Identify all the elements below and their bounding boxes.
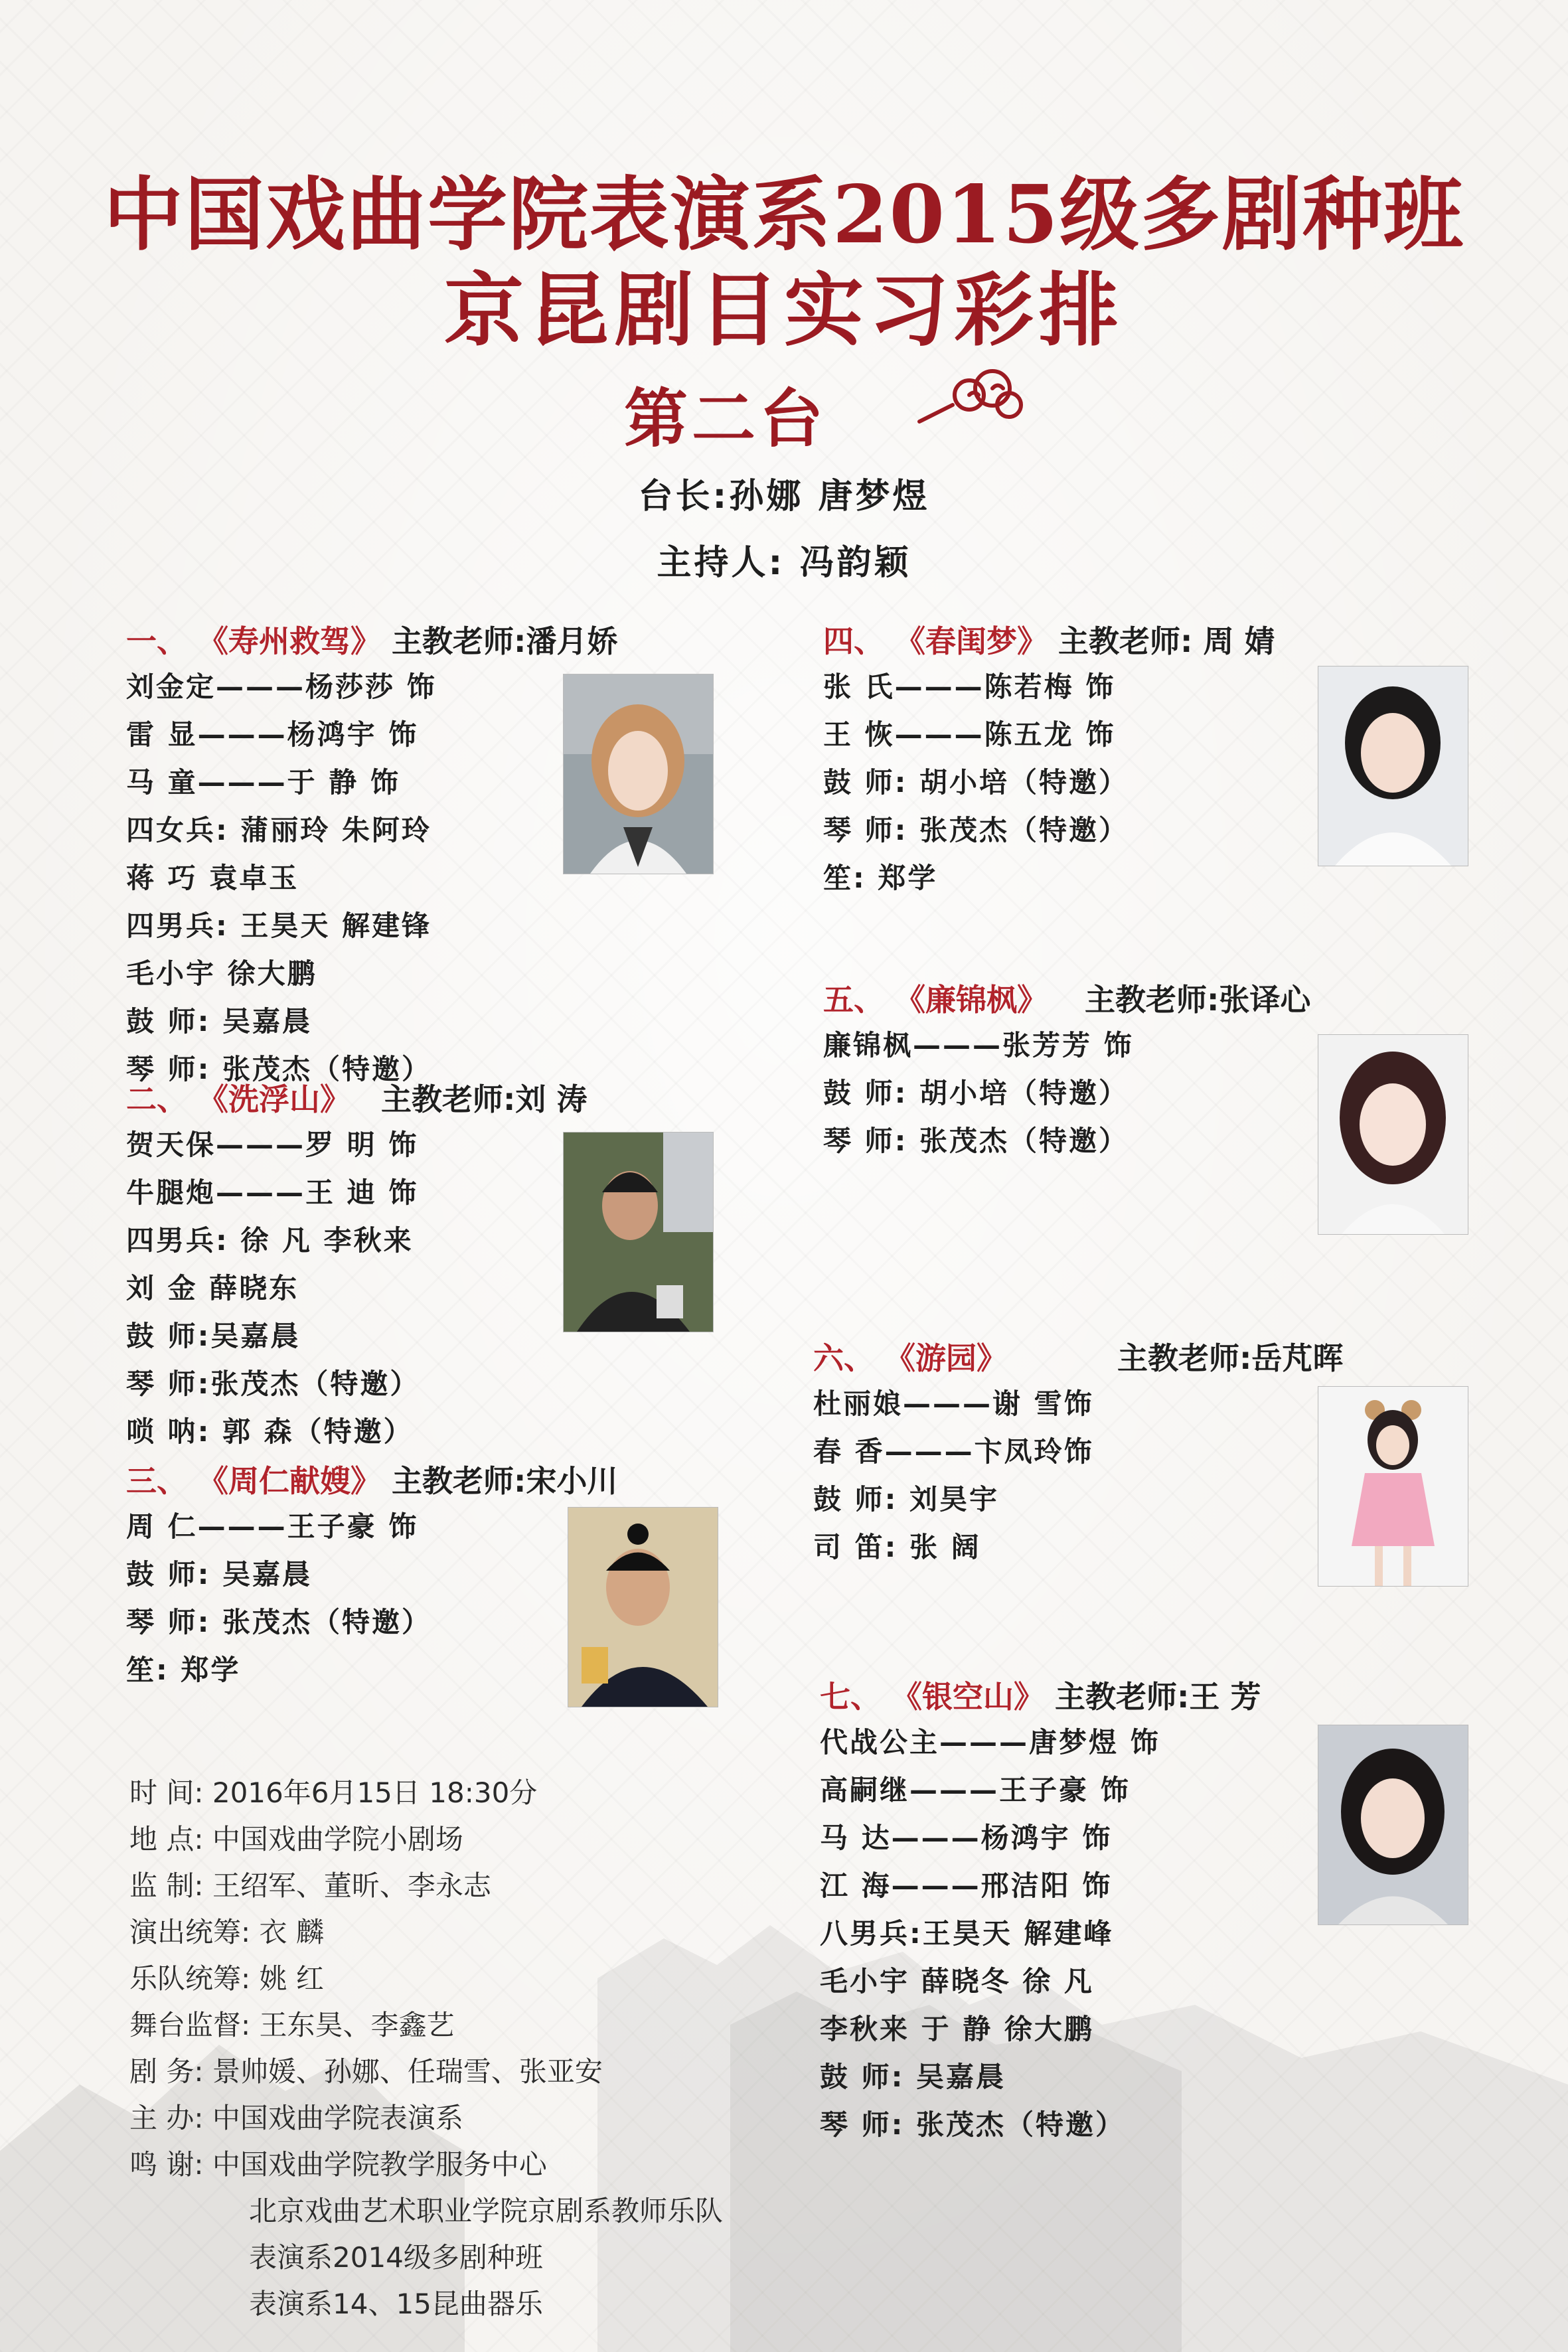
portrait-photo <box>1318 1034 1468 1235</box>
cast-line: 江 海———邢洁阳 饰 <box>820 1869 1113 1902</box>
info-line: 北京戏曲艺术职业学院京剧系教师乐队 <box>249 2195 724 2227</box>
cast-line: 鼓 师: 刘昊宇 <box>813 1483 1000 1516</box>
teacher: 主教老师:王 芳 <box>1055 1679 1261 1715</box>
section-number: 三、 <box>126 1463 187 1499</box>
cast-line: 琴 师: 张茂杰（特邀） <box>820 2108 1126 2141</box>
cast-line: 琴 师:张茂杰（特邀） <box>126 1368 420 1400</box>
cast-line: 刘金定———杨莎莎 饰 <box>126 670 437 703</box>
section-2 <box>126 1075 587 1450</box>
cast-line: 四男兵: 王昊天 解建锋 <box>126 909 432 942</box>
section-1 <box>126 617 617 1087</box>
play-title: 《春闺梦》 <box>895 623 1048 659</box>
poster-title: 中国戏曲学院表演系2015级多剧种班 <box>104 168 1464 262</box>
cast-line: 鼓 师: 吴嘉晨 <box>126 1558 313 1591</box>
cast-line: 李秋来 于 静 徐大鹏 <box>820 2013 1094 2045</box>
play-title: 《寿州救驾》 <box>198 623 382 659</box>
section-number: 一、 <box>126 623 187 659</box>
cast-line: 笙: 郑学 <box>823 862 938 894</box>
cast-line: 八男兵:王昊天 解建峰 <box>820 1917 1114 1950</box>
cast-line: 王 恢———陈五龙 饰 <box>823 718 1116 751</box>
portrait-photo <box>1318 1725 1468 1925</box>
play-title: 《游园》 <box>885 1340 1008 1376</box>
cast-line: 贺天保———罗 明 饰 <box>126 1129 419 1161</box>
section-number: 六、 <box>813 1340 874 1376</box>
cast-line: 刘 金 薛晓东 <box>126 1272 299 1304</box>
cast-line: 杜丽娘———谢 雪饰 <box>813 1387 1094 1420</box>
info-line: 表演系14、15昆曲器乐 <box>249 2288 543 2320</box>
cast-line: 鼓 师: 吴嘉晨 <box>820 2061 1006 2093</box>
info-line: 演出统筹: 衣 麟 <box>129 1916 324 1948</box>
cast-line: 四男兵: 徐 凡 李秋来 <box>126 1224 414 1257</box>
cast-line: 蒋 巧 袁卓玉 <box>126 862 299 894</box>
cast-line: 春 香———卞凤玲饰 <box>813 1435 1094 1468</box>
portrait-photo <box>568 1507 718 1707</box>
portrait-photo <box>563 674 714 874</box>
cast-line: 琴 师: 张茂杰（特邀） <box>126 1053 432 1085</box>
cast-line: 张 氏———陈若梅 饰 <box>823 670 1116 703</box>
play-title: 《洗浮山》 <box>198 1081 351 1117</box>
section-header <box>823 617 1275 661</box>
info-line: 时 间: 2016年6月15日 18:30分 <box>129 1776 538 1809</box>
cast-line: 高嗣继———王子豪 饰 <box>820 1774 1131 1806</box>
teacher: 主教老师:潘月娇 <box>392 623 618 659</box>
program-number: 第二台 <box>624 381 827 456</box>
teacher: 主教老师:岳芃晖 <box>1117 1340 1344 1376</box>
play-title: 《廉锦枫》 <box>895 982 1048 1018</box>
section-number: 二、 <box>126 1081 187 1117</box>
teacher: 主教老师:刘 涛 <box>381 1081 588 1117</box>
cast-line: 鼓 师: 吴嘉晨 <box>126 1005 313 1038</box>
section-header <box>820 1673 1261 1717</box>
cast-line: 毛小宇 徐大鹏 <box>126 957 317 990</box>
section-6 <box>813 1334 1343 1565</box>
section-header <box>126 617 617 661</box>
event-info <box>129 1771 723 2322</box>
info-line: 主 办: 中国戏曲学院表演系 <box>129 2102 463 2134</box>
cast-line: 周 仁———王子豪 饰 <box>126 1510 419 1543</box>
cast-line: 琴 师: 张茂杰（特邀） <box>823 814 1129 846</box>
section-4 <box>823 617 1275 896</box>
cast-line: 毛小宇 薛晓冬 徐 凡 <box>820 1965 1094 1998</box>
cast-line: 廉锦枫———张芳芳 饰 <box>823 1029 1134 1061</box>
info-line: 乐队统筹: 姚 红 <box>129 1962 324 1995</box>
teacher: 主教老师:张译心 <box>1085 982 1311 1018</box>
cast-line: 笙: 郑学 <box>126 1654 241 1686</box>
section-5 <box>823 976 1310 1159</box>
cast-line: 琴 师: 张茂杰（特邀） <box>126 1606 432 1638</box>
portrait-photo <box>1318 1386 1468 1587</box>
host: 主持人: 冯韵颖 <box>657 543 911 583</box>
cloud-ornament-icon <box>913 358 1026 431</box>
portrait-photo <box>1318 666 1468 866</box>
teacher: 主教老师: 周 婧 <box>1058 623 1275 659</box>
cast-line: 鼓 师: 胡小培（特邀） <box>823 1077 1129 1109</box>
info-line: 舞台监督: 王东昊、李鑫艺 <box>129 2009 455 2041</box>
play-title: 《银空山》 <box>892 1679 1045 1715</box>
section-header <box>813 1334 1343 1378</box>
cast-line: 牛腿炮———王 迪 饰 <box>126 1176 419 1209</box>
stage-managers: 台长:孙娜 唐梦煜 <box>638 477 930 516</box>
cast-line: 鼓 师: 胡小培（特邀） <box>823 766 1129 799</box>
cast-line: 司 笛: 张 阔 <box>813 1531 981 1563</box>
cast-line: 代战公主———唐梦煜 饰 <box>820 1726 1160 1759</box>
section-number: 五、 <box>823 982 884 1018</box>
portrait-photo <box>563 1132 714 1332</box>
cast-line: 琴 师: 张茂杰（特邀） <box>823 1125 1129 1157</box>
section-3 <box>126 1457 617 1688</box>
section-7 <box>820 1673 1261 2143</box>
section-number: 七、 <box>820 1679 881 1715</box>
info-line: 地 点: 中国戏曲学院小剧场 <box>129 1823 463 1855</box>
cast-line: 雷 显———杨鸿宇 饰 <box>126 718 419 751</box>
cast-line: 马 达———杨鸿宇 饰 <box>820 1822 1113 1854</box>
poster-subtitle: 京昆剧目实习彩排 <box>444 264 1124 357</box>
section-header <box>126 1075 587 1119</box>
teacher: 主教老师:宋小川 <box>392 1463 618 1499</box>
cast-line: 唢 呐: 郭 森（特邀） <box>126 1415 414 1448</box>
section-header <box>823 976 1310 1020</box>
play-title: 《周仁献嫂》 <box>198 1463 382 1499</box>
info-line: 鸣 谢: 中国戏曲学院教学服务中心 <box>129 2148 547 2181</box>
cast-line: 四女兵: 蒲丽玲 朱阿玲 <box>126 814 432 846</box>
section-header <box>126 1457 617 1501</box>
section-number: 四、 <box>823 623 884 659</box>
cast-line: 鼓 师:吴嘉晨 <box>126 1320 301 1352</box>
info-line: 监 制: 王绍军、董昕、李永志 <box>129 1869 491 1902</box>
info-line: 表演系2014级多剧种班 <box>249 2241 543 2274</box>
info-line: 剧 务: 景帅媛、孙娜、任瑞雪、张亚安 <box>129 2055 603 2088</box>
cast-line: 马 童———于 静 饰 <box>126 766 400 799</box>
